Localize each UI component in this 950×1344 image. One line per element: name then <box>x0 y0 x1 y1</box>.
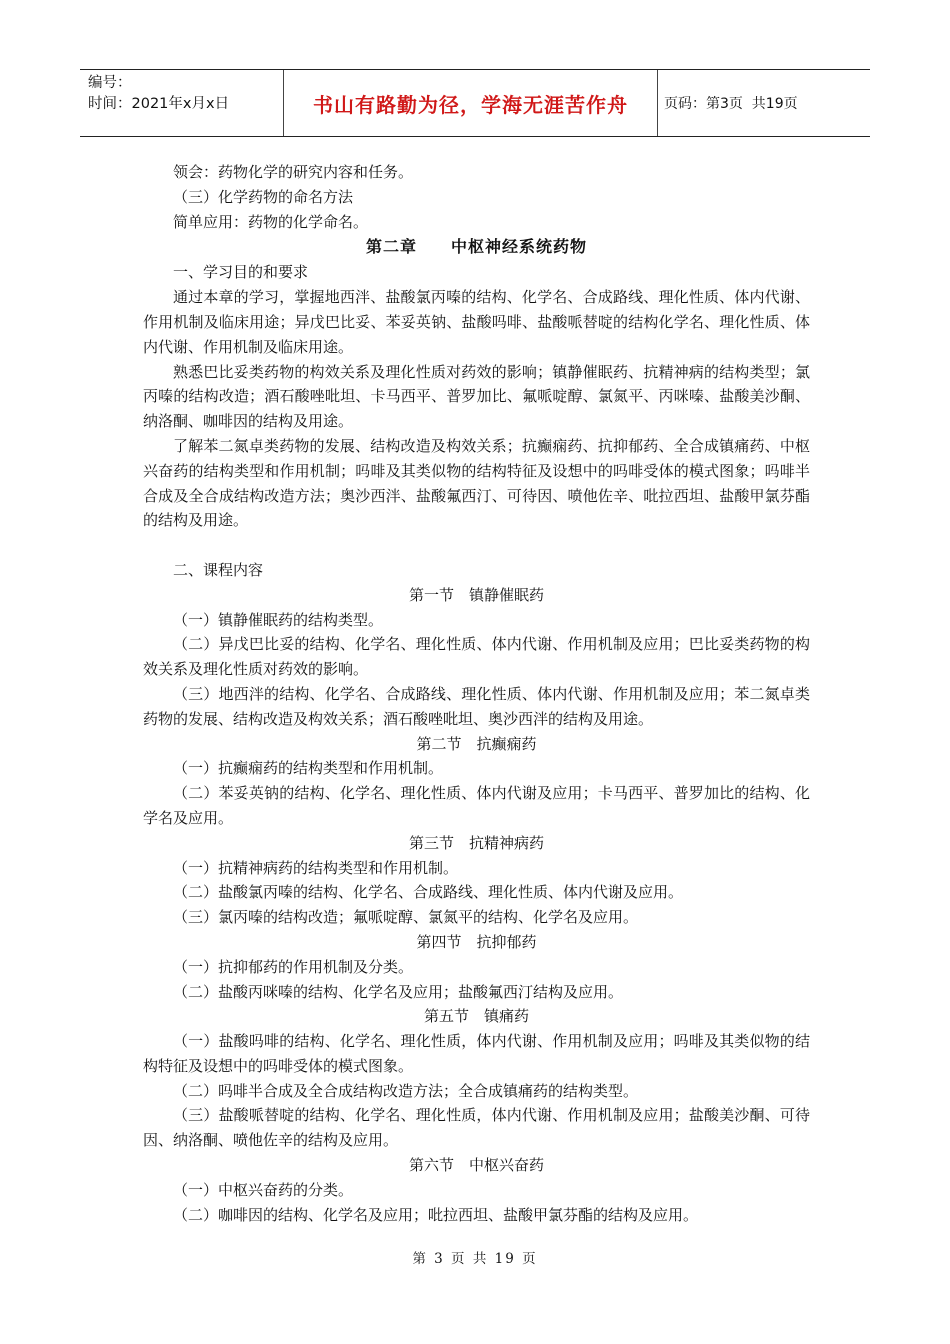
subsection-title: 第二节 抗癫痫药 <box>416 734 537 753</box>
list-item: （二）异戊巴比妥的结构、化学名、理化性质、体内代谢、作用机制及应用；巴比妥类药物的构效关系及理化性质对药效的影响。 <box>143 635 810 679</box>
page-footer: 第 3 页 共 19 页 <box>412 1251 538 1267</box>
list-item: （二）盐酸氯丙嗪的结构、化学名、合成路线、理化性质、体内代谢及应用。 <box>173 883 684 902</box>
header-meta-cell <box>80 70 283 136</box>
subsection-title: 第三节 抗精神病药 <box>408 833 544 852</box>
list-item: （一）抗精神病药的结构类型和作用机制。 <box>173 858 459 877</box>
document-body <box>143 160 810 1227</box>
paragraph: （三）化学药物的命名方法 <box>173 187 354 206</box>
section-heading: 一、学习目的和要求 <box>173 263 309 282</box>
subsection-title: 第一节 镇静催眠药 <box>408 585 544 604</box>
header-motto: 书山有路勤为径，学海无涯苦作舟 <box>283 70 658 136</box>
header-table <box>80 69 870 137</box>
document-number-label: 编号： <box>88 75 132 91</box>
header-page-info: 页码：第3页 共19页 <box>664 96 798 112</box>
subsection-title: 第六节 中枢兴奋药 <box>408 1156 544 1175</box>
list-item: （二）盐酸丙咪嗪的结构、化学名及应用；盐酸氟西汀结构及应用。 <box>173 982 624 1001</box>
list-item: （二）吗啡半合成及全合成结构改造方法；全合成镇痛药的结构类型。 <box>173 1081 639 1100</box>
section-heading: 二、课程内容 <box>173 560 264 579</box>
list-item: （三）氯丙嗪的结构改造；氟哌啶醇、氯氮平的结构、化学名及应用。 <box>173 908 639 927</box>
list-item: （二）苯妥英钠的结构、化学名、理化性质、体内代谢及应用；卡马西平、普罗加比的结构、化学名及应用。 <box>143 784 810 827</box>
paragraph: 了解苯二氮卓类药物的发展、结构改造及构效关系；抗癫痫药、抗抑郁药、全合成镇痛药、中枢兴奋药的结构类型和作用机制；吗啡及其类似物的结构特征及设想中的吗啡受体的模式图象；吗啡半合成及全合成结构改造方法；奥沙西泮、盐酸氟西汀、可待因、喷他佐辛、吡拉西坦、盐酸甲氯芬酯的结构及用途。 <box>143 436 810 530</box>
document-time-label: 时间：2021年x月x日 <box>88 96 230 112</box>
list-item: （一）盐酸吗啡的结构、化学名、理化性质，体内代谢、作用机制及应用；吗啡及其类似物的结构特征及设想中的吗啡受体的模式图象。 <box>143 1032 810 1075</box>
list-item: （一）抗抑郁药的作用机制及分类。 <box>173 957 414 976</box>
paragraph: 熟悉巴比妥类药物的构效关系及理化性质对药效的影响；镇静催眠药、抗精神病的结构类型；氯丙嗪的结构改造；酒石酸唑吡坦、卡马西平、普罗加比、氟哌啶醇、氯氮平、丙咪嗪、盐酸美沙酮、纳洛酮、咖啡因的结构及用途。 <box>143 362 810 431</box>
paragraph: 通过本章的学习，掌握地西泮、盐酸氯丙嗪的结构、化学名、合成路线、理化性质、体内代谢、作用机制及临床用途；异戊巴比妥、苯妥英钠、盐酸吗啡、盐酸哌替啶的结构化学名、理化性质、体内代谢、作用机制及临床用途。 <box>143 288 810 356</box>
chapter-title: 第二章 中枢神经系统药物 <box>365 237 587 257</box>
paragraph: 领会：药物化学的研究内容和任务。 <box>173 163 414 181</box>
subsection-title: 第四节 抗抑郁药 <box>416 932 537 951</box>
header-page-info-cell <box>658 70 870 136</box>
list-item: （一）抗癫痫药的结构类型和作用机制。 <box>173 759 444 778</box>
list-item: （三）地西泮的结构、化学名、合成路线、理化性质、体内代谢、作用机制及应用；苯二氮卓类药物的发展、结构改造及构效关系；酒石酸唑吡坦、奥沙西泮的结构及用途。 <box>143 684 810 728</box>
list-item: （一）镇静催眠药的结构类型。 <box>173 610 384 629</box>
list-item: （一）中枢兴奋药的分类。 <box>173 1180 354 1199</box>
list-item: （三）盐酸哌替啶的结构、化学名、理化性质，体内代谢、作用机制及应用；盐酸美沙酮、可待因、纳洛酮、喷他佐辛的结构及应用。 <box>143 1106 810 1150</box>
list-item: （二）咖啡因的结构、化学名及应用；吡拉西坦、盐酸甲氯芬酯的结构及应用。 <box>173 1205 699 1224</box>
subsection-title: 第五节 镇痛药 <box>423 1007 529 1026</box>
paragraph: 简单应用：药物的化学命名。 <box>173 212 369 231</box>
blank-line <box>143 533 810 558</box>
